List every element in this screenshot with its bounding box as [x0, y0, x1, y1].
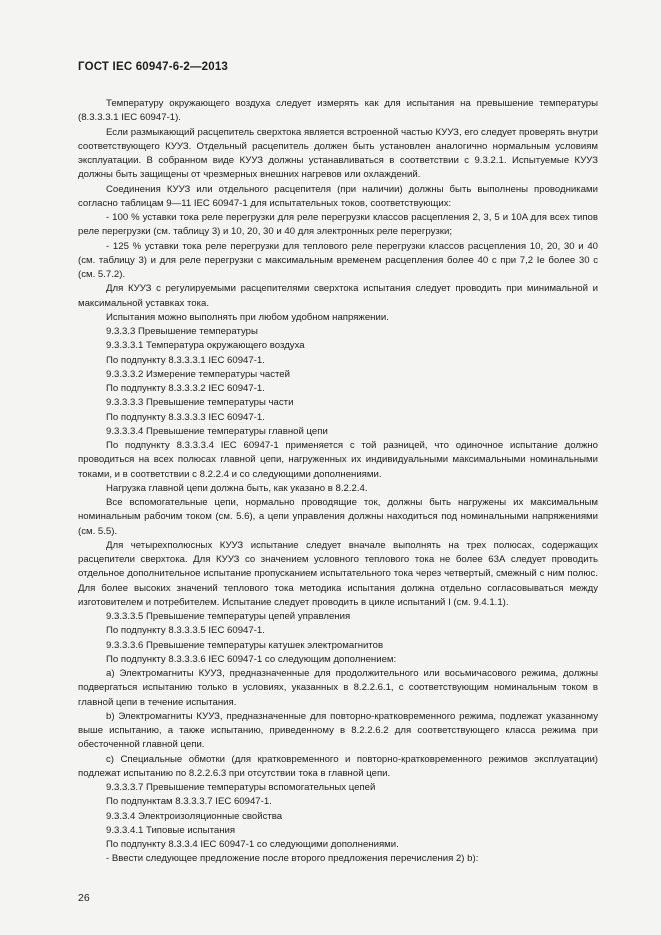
page-header: ГОСТ IEC 60947-6-2—2013	[78, 61, 229, 73]
text-line: 9.3.3.3.6 Превышение температуры катушек электромагнитов	[106, 639, 384, 651]
paragraph: - 125 % уставки тока реле перегрузки для теплового реле перегрузки классов расцепления 10, 20, 30 и 40 (см. таблицу 3) и для реле перегрузки с максимальным временем расцепления более 40 с при 7,2 Ie более 30 с (см. 5.7.2).	[78, 240, 598, 280]
text-line: По подпункту 8.3.3.3.3 IEC 60947-1.	[106, 411, 265, 423]
paragraph: Соединения КУУЗ или отдельного расцепителя (при наличии) должны быть выполнены проводниками согласно таблицам 9—11 IEC 60947-1 для испытательных токов, соответствующих:	[78, 183, 598, 209]
paragraph: Температуру окружающего воздуха следует измерять как для испытания на превышение температуры (8.3.3.3.1 IEC 60947-1).	[78, 98, 598, 124]
text-line: - Ввести следующее предложение после второго предложения перечисления 2) b):	[106, 853, 479, 865]
page-number: 26	[78, 892, 90, 904]
text-line: По подпункту 8.3.3.3.6 IEC 60947-1 со следующим дополнением:	[106, 653, 397, 665]
paragraph: Если размыкающий расцепитель сверхтока является встроенной частью КУУЗ, его следует проверять внутри соответствующего КУУЗ. Отдельный расцепитель должен быть установлен аналогично нормальным условиям эксплуатации. В собранном виде КУУЗ должны устанавливаться в соответствии с 9.3.2.1. Испытуемые КУУЗ должны быть защищены от чрезмерных внешних нагревов или охлаждений.	[78, 126, 598, 181]
paragraph: b) Электромагниты КУУЗ, предназначенные для повторно-кратковременного режима, подлежат указанному выше испытанию, а также испытанию, приведенному в 8.2.2.6.2 для соответствующего класса режима при обесточенной главной цепи.	[78, 710, 598, 751]
text-line: 9.3.3.3.1 Температура окружающего воздуха	[106, 340, 305, 352]
paragraph: c) Специальные обмотки (для кратковременного и повторно-кратковременного режимов эксплуатации) подлежат испытанию по 8.2.2.6.3 при отсутствии тока в главной цепи.	[78, 753, 598, 779]
text-line: По подпункту 8.3.3.3.5 IEC 60947-1.	[106, 625, 265, 637]
paragraph: Для четырехполюсных КУУЗ испытание следует вначале выполнять на трех полюсах, содержащих расцепители сверхтока. Для КУУЗ со значением условного теплового тока не более 63А следует проводить отдельное дополнительное испытание пропусканием испытательного тока через четвертый, смежный с ним полюс. Для более высоких значений теплового тока методика испытания должна отдельно согласовываться между изготовителем и потребителем. Испытание следует проводить в цикле испытаний I (см. 9.4.1.1).	[78, 539, 598, 608]
text-line: По подпункту 8.3.3.3.1 IEC 60947-1.	[106, 354, 265, 366]
text-line: 9.3.3.4 Электроизоляционные свойства	[106, 810, 283, 822]
document-body	[78, 97, 598, 867]
text-line: 9.3.3.3.2 Измерение температуры частей	[106, 368, 290, 380]
text-line: 9.3.3.3.5 Превышение температуры цепей управления	[106, 611, 351, 622]
text-line: 9.3.3.3 Превышение температуры	[106, 326, 258, 337]
text-line: По подпункту 8.3.3.3.2 IEC 60947-1.	[106, 383, 265, 394]
paragraph: По подпункту 8.3.3.3.4 IEC 60947-1 применяется с той разницей, что одиночное испытание должно проводиться на всех полюсах главной цепи, нагруженных их индивидуальными максимальными номинальными токами, и в соответствии с 8.2.2.4 и со следующими дополнениями.	[78, 440, 598, 480]
paragraph: Для КУУЗ с регулируемыми расцепителями сверхтока испытания следует проводить при минимальной и максимальной уставках тока.	[78, 283, 598, 309]
text-line: 9.3.3.3.3 Превышение температуры части	[106, 397, 294, 409]
text-line: Испытания можно выполнять при любом удобном напряжении.	[106, 311, 389, 323]
text-line: По подпункту 8.3.3.4 IEC 60947-1 со следующими дополнениями.	[106, 839, 399, 850]
text-line: 9.3.3.3.4 Превышение температуры главной цепи	[106, 425, 328, 437]
paragraph: - 100 % уставки тока реле перегрузки для реле перегрузки классов расцепления 2, 3, 5 и 10A для всех типов реле перегрузки (см. таблицу 3) и 10, 20, 30 и 40 для электронных реле перегрузки;	[78, 212, 598, 238]
text-line: 9.3.3.3.7 Превышение температуры вспомогательных цепей	[106, 782, 376, 793]
text-line: 9.3.3.4.1 Типовые испытания	[106, 824, 236, 836]
text-line: По подпунктам 8.3.3.3.7 IEC 60947-1.	[106, 796, 272, 808]
paragraph: Все вспомогательные цепи, нормально проводящие ток, должны быть нагружены их максимальным номинальным рабочим током (см. 5.6), а цепи управления должны находиться под номинальными напряжениями (см. 5.5).	[78, 497, 598, 537]
paragraph: a) Электромагниты КУУЗ, предназначенные для продолжительного или восьмичасового режима, должны подвергаться испытанию только в условиях, указанных в 8.2.2.6.1, с соответствующим номинальным током в главной цепи в течение испытания.	[78, 668, 598, 708]
text-line: Нагрузка главной цепи должна быть, как указано в 8.2.2.4.	[106, 482, 368, 494]
